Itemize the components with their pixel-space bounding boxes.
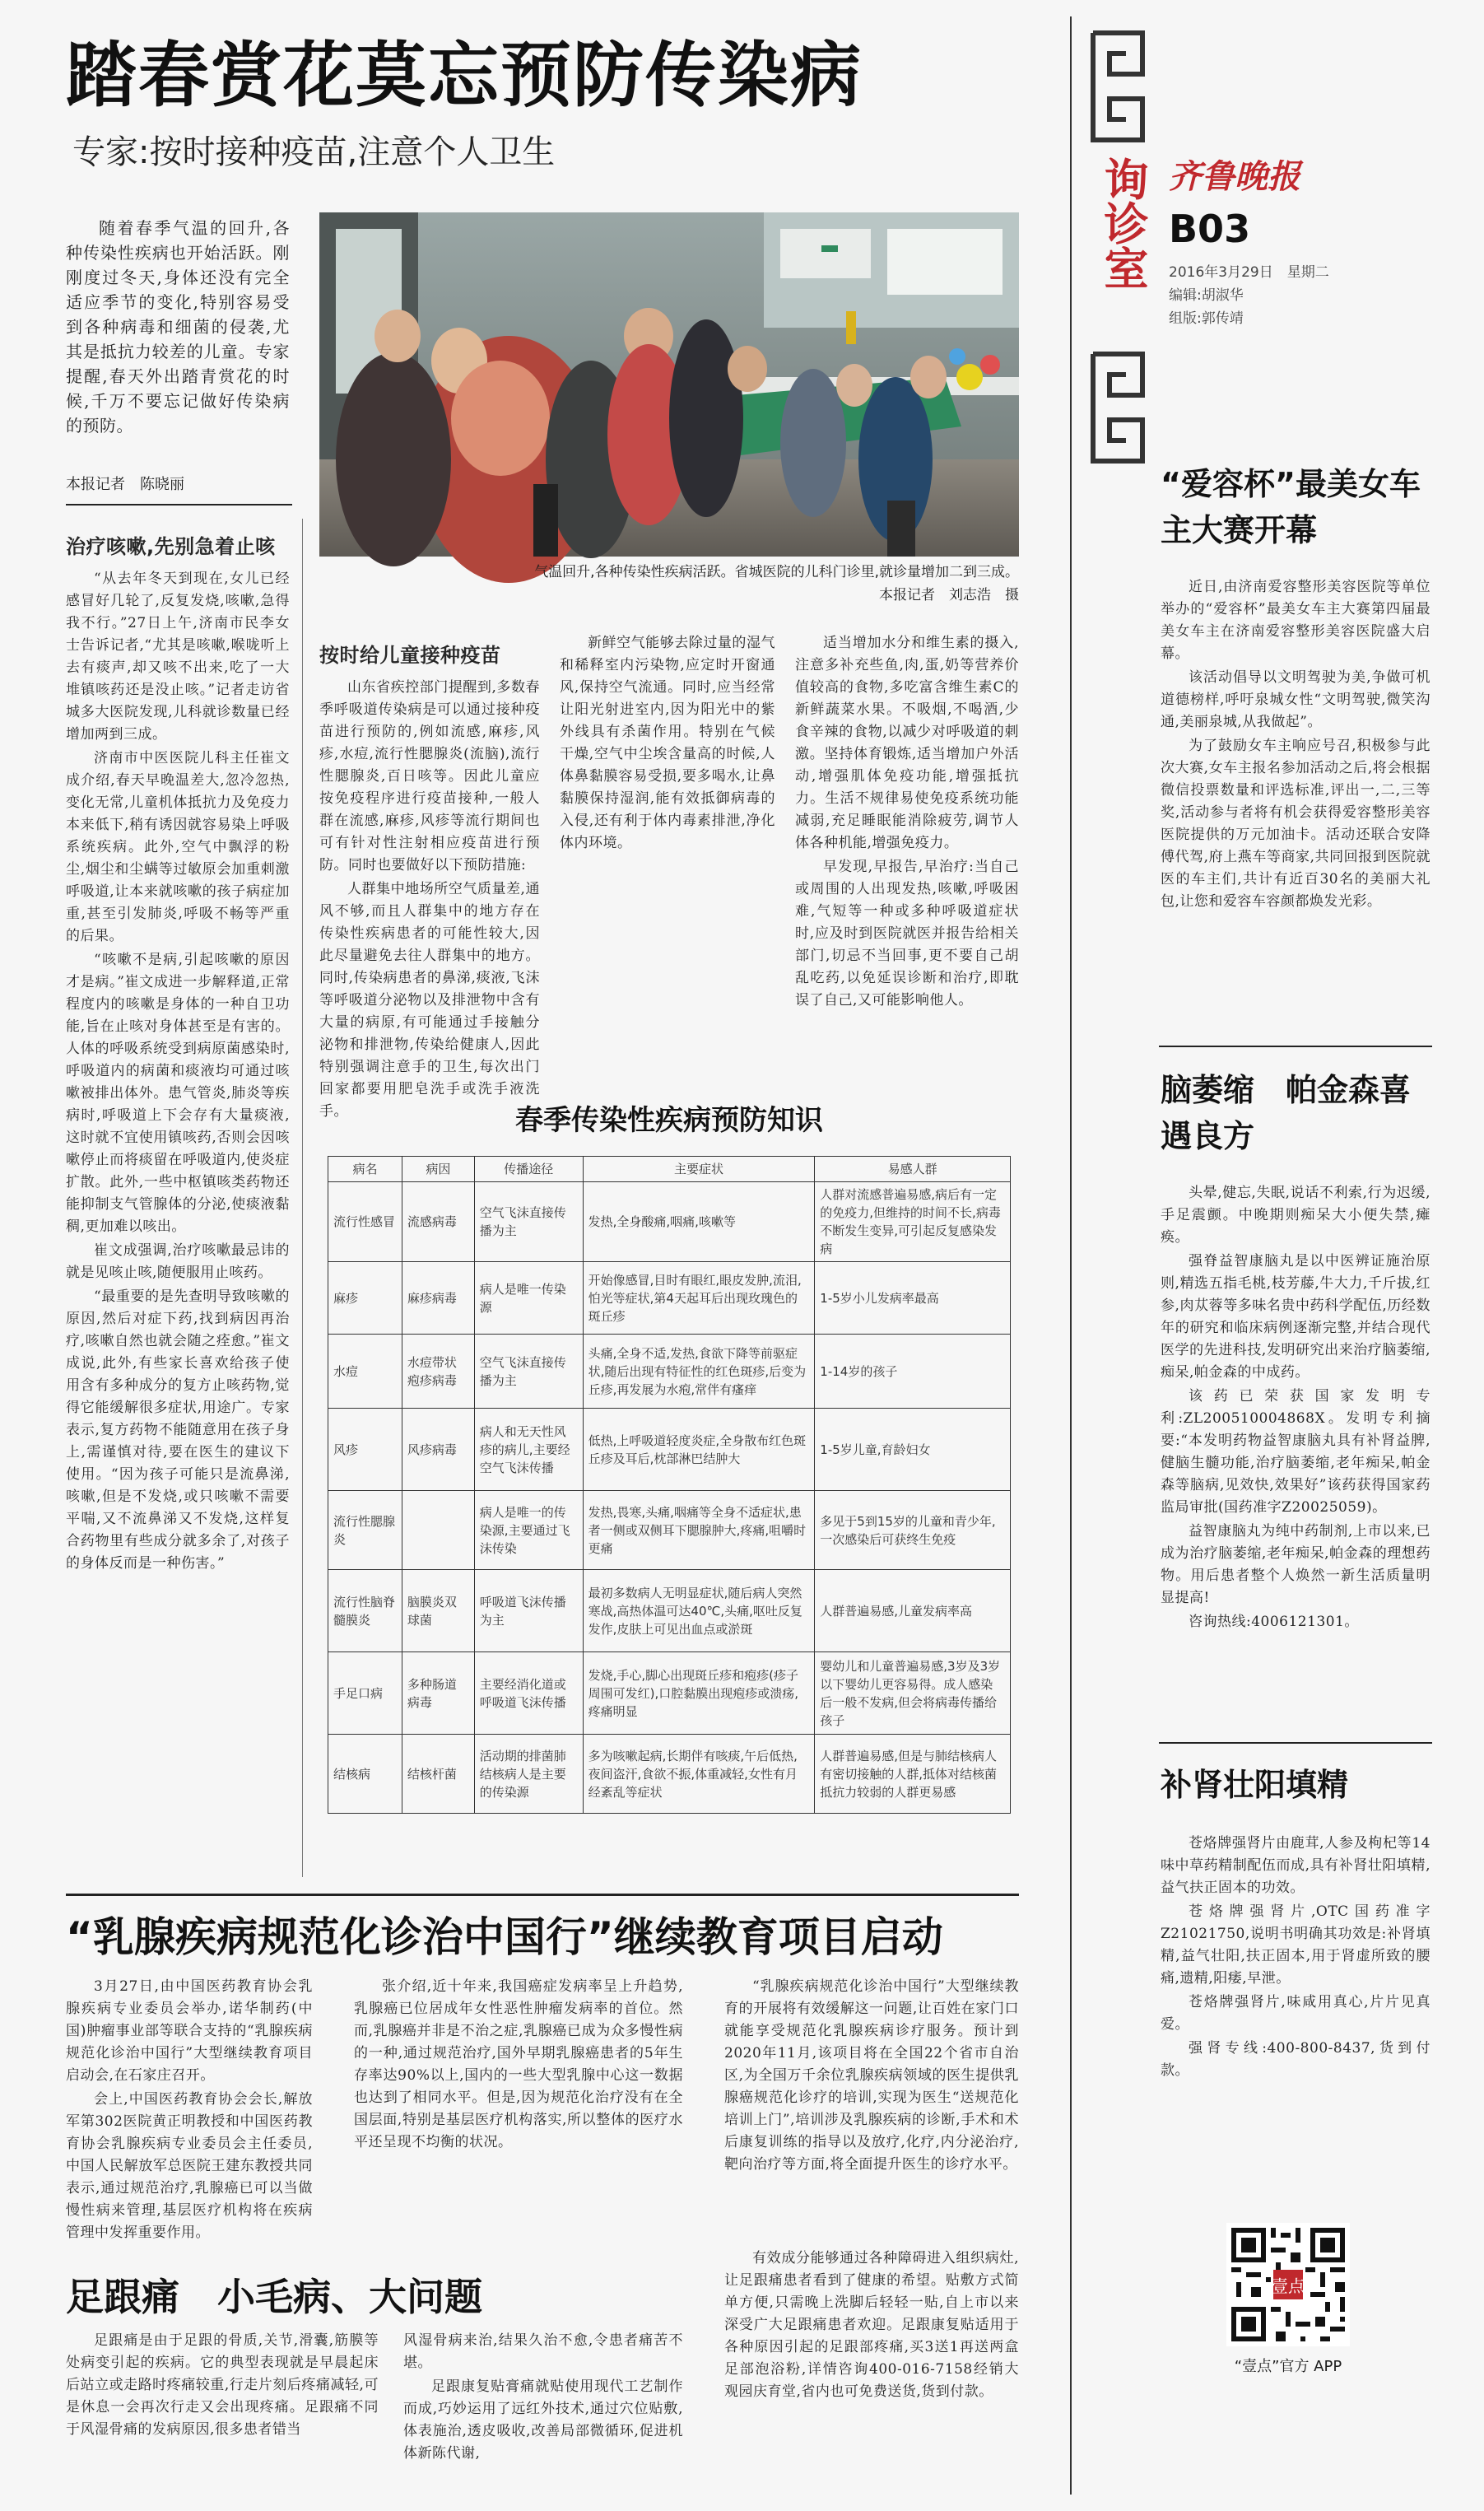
table-header-row — [328, 1157, 1011, 1182]
foot-p3: 足跟康复贴膏痛就贴使用现代工艺制作而成,巧妙运用了远红外技术,通过穴位贴敷,体表施治,透皮吸收,改善局部微循环,促进机体新陈代谢, — [403, 2378, 683, 2462]
side3-headline: 补肾壮阳填精 — [1161, 1767, 1349, 1803]
table-cell: 多为咳嗽起病,长期伴有咳痰,午后低热,夜间盗汗,食欲不振,体重减轻,女性有月经紊乱等症状 — [583, 1735, 815, 1814]
section1-p1: “从去年冬天到现在,女儿已经感冒好几轮了,反复发烧,咳嗽,急得我不行。”27日上午,济南市民李女士告诉记者,“尤其是咳嗽,喉咙听上去有痰声,却又咳不出来,吃了一大堆镇咳药还是没止咳。”记者走访省城多大医院发现,儿科就诊数量已经增加两到三成。 — [66, 571, 290, 743]
table-header: 病名 — [328, 1157, 402, 1182]
side1-p1: 近日,由济南爱容整形美容医院等单位举办的“爱容杯”最美女车主大赛第四届最美女车主在济南爱容整形美容医院盛大启幕。 — [1161, 579, 1431, 662]
table-cell: 空气飞沫直接传播为主 — [474, 1335, 583, 1409]
side2-p5: 咨询热线:4006121301。 — [1189, 1614, 1359, 1630]
section1-heading: 治疗咳嗽,先别急着止咳 — [66, 535, 276, 558]
editor-credit: 编辑:胡淑华 — [1169, 287, 1244, 304]
qr-center-logo: 壹点 — [1271, 2276, 1305, 2296]
table-cell: 多见于5到15岁的儿童和青少年,一次感染后可获终生免疫 — [815, 1491, 1011, 1570]
table-cell: 结核病 — [328, 1735, 402, 1814]
main-subheadline: 专家:按时接种疫苗,注意个人卫生 — [72, 133, 556, 171]
side2-p2: 强脊益智康脑丸是以中医辨证施治原则,精选五指毛桃,枝芳藤,牛大力,千斤拔,红参,肉苁蓉等多味名贵中药科学配伍,历经数年的研究和临床病例逐渐完整,并结合现代医学的先进科技,发明研究出来治疗脑萎缩,痴呆,帕金森的中成药。 — [1161, 1253, 1431, 1381]
table-cell: 发热,全身酸痛,咽痛,咳嗽等 — [583, 1182, 815, 1262]
side3-p1: 苍烙牌强肾片由鹿茸,人参及枸杞等14味中草药精制配伍而成,具有补肾壮阳填精,益气扶正固本的功效。 — [1161, 1835, 1431, 1896]
table-cell: 流行性脑脊髓膜炎 — [328, 1570, 402, 1652]
table-cell: 风疹 — [328, 1409, 402, 1491]
table-cell: 婴幼儿和儿童普遍易感,3岁及3岁以下婴幼儿更容易得。成人感染后一般不发病,但会将病毒传播给孩子 — [815, 1652, 1011, 1735]
side1-body — [1161, 576, 1431, 1037]
lead-text: 随着春季气温的回升,各种传染性疾病也开始活跃。刚刚度过冬天,身体还没有完全适应季节的变化,特别容易受到各种病毒和细菌的侵袭,尤其是抵抗力较差的儿童。专家提醒,春天外出踏青赏花的时候,千万不要忘记做好传染病的预防。 — [66, 218, 290, 436]
table-cell: 水痘带状疱疹病毒 — [402, 1335, 474, 1409]
table-cell: 流行性腮腺炎 — [328, 1491, 402, 1570]
section2-p1: 山东省疾控部门提醒到,多数春季呼吸道传染病是可以通过接种疫苗进行预防的,例如流感,麻疹,风疹,水痘,流行性腮腺炎(流脑),流行性腮腺炎,百日咳等。因此儿童应按免疫程序进行疫苗接种,一般人群在流感,麻疹,风疹等流行期间也可有针对性注射相应疫苗进行预防。同时也要做好以下预防措施: — [319, 679, 540, 873]
qr-code-pattern — [1226, 2223, 1350, 2346]
table-cell: 发热,畏寒,头痛,咽痛等全身不适症状,患者一侧或双侧耳下腮腺肿大,疼痛,咀嚼时更痛 — [583, 1491, 815, 1570]
table-cell: 呼吸道飞沫传播为主 — [474, 1570, 583, 1652]
page-number: B03 — [1169, 207, 1251, 251]
table-cell: 人群普遍易感,但是与肺结核病人有密切接触的人群,抵体对结核菌抵抗力较弱的人群更易感 — [815, 1735, 1011, 1814]
table-row — [328, 1262, 1011, 1335]
foot-col-3 — [724, 2248, 1019, 2503]
table-header: 主要症状 — [583, 1157, 815, 1182]
section2-p5: 早发现,早报告,早治疗:当自己或周围的人出现发热,咳嗽,呼吸困难,气短等一种或多种呼吸道症状时,应及时到医院就医并报告给相关部门,切忌不当回事,更不要自己胡乱吃药,以免延误诊断和治疗,即耽误了自己,又可能影响他人。 — [795, 859, 1019, 1009]
article-col-1 — [66, 524, 290, 1882]
lead-divider — [66, 504, 292, 505]
breast-p4: “乳腺疾病规范化诊治中国行”大型继续教育的开展将有效缓解这一问题,让百姓在家门口就能享受规范化乳腺疾病诊疗服务。预计到2020年11月,该项目将在全国22个省市自治区,为全国万千余位乳腺疾病领域的医生提供乳腺癌规范化诊疗的培训,实现为医生“送规范化培训上门”,培训涉及乳腺疾病的诊断,手术和术后康复训练的指导以及放疗,化疗,内分泌治疗,靶向治疗等方面,将全面提升医生的诊疗水平。 — [724, 1978, 1019, 2173]
table-row — [328, 1335, 1011, 1409]
foot-col-1 — [66, 2330, 379, 2503]
issue-date: 2016年3月29日 星期二 — [1169, 264, 1329, 281]
right-rail-divider — [1070, 16, 1072, 2495]
main-headline: 踏春赏花莫忘预防传染病 — [66, 35, 863, 117]
article-col-2 — [319, 632, 540, 1120]
breast-col-3 — [724, 1976, 1019, 2272]
table-row — [328, 1182, 1011, 1262]
table-cell: 1-5岁小儿发病率最高 — [815, 1262, 1011, 1335]
table-cell: 流感病毒 — [402, 1182, 474, 1262]
table-cell: 最初多数病人无明显症状,随后病人突然寒战,高热体温可达40℃,头痛,呕吐反复发作,皮肤上可见出血点或淤斑 — [583, 1570, 815, 1652]
qr-caption: “壹点”官方 APP — [1234, 2358, 1342, 2375]
side3-body — [1161, 1833, 1431, 2162]
paper-logo: 齐鲁晚报 — [1169, 157, 1300, 196]
table-cell: 人群普遍易感,儿童发病率高 — [815, 1570, 1011, 1652]
photo-credit: 本报记者 刘志浩 摄 — [879, 587, 1019, 603]
table-cell: 麻疹病毒 — [402, 1262, 474, 1335]
table-cell: 流行性感冒 — [328, 1182, 402, 1262]
qr-code[interactable] — [1226, 2223, 1350, 2346]
clinic-photo-illustration — [319, 212, 1019, 557]
section1-p2: 济南市中医医院儿科主任崔文成介绍,春天早晚温差大,忽冷忽热,变化无常,儿童机体抵抗力及免疫力本来低下,稍有诱因就容易染上呼吸系统疾病。此外,空气中飘浮的粉尘,烟尘和尘螨等过敏原会加重刺激呼吸道,让本来就咳嗽的孩子病症加重,甚至引发肺炎,呼吸不畅等严重的后果。 — [66, 750, 290, 944]
section1-p4: 崔文成强调,治疗咳嗽最忌讳的就是见咳止咳,随便服用止咳药。 — [66, 1242, 290, 1281]
table-row — [328, 1652, 1011, 1735]
breast-top-rule — [66, 1894, 1019, 1896]
col1-divider — [302, 519, 303, 1877]
side1-headline: “爱容杯”最美女车主大赛开幕 — [1161, 466, 1421, 548]
fret-ornament-top — [1085, 25, 1151, 148]
foot-headline: 足跟痛 小毛病、大问题 — [66, 2275, 482, 2319]
clinic-photo — [319, 212, 1019, 557]
side1-rule — [1159, 1046, 1432, 1047]
photo-caption: 气温回升,各种传染性疾病活跃。省城医院的儿科门诊里,就诊量增加二到三成。 — [534, 564, 1019, 580]
breast-headline: “乳腺疾病规范化诊治中国行”继续教育项目启动 — [66, 1913, 943, 1961]
table-header: 传播途径 — [474, 1157, 583, 1182]
table-cell: 主要经消化道或呼吸道飞沫传播 — [474, 1652, 583, 1735]
section2-p4: 适当增加水分和维生素的摄入,注意多补充些鱼,肉,蛋,奶等营养价值较高的食物,多吃富含维生素C的新鲜蔬菜水果。不吸烟,不喝酒,少食辛辣的食物,以减少对呼吸道的刺激。坚持体育锻炼,适当增加户外活动,增强肌体免疫功能,增强抵抗力。生活不规律易使免疫系统功能减弱,充足睡眠能消除疲劳,调节人体各种机能,增强免疫力。 — [795, 635, 1019, 851]
side3-p4: 强肾专线:400-800-8437,货到付款。 — [1161, 2040, 1431, 2079]
table-row — [328, 1491, 1011, 1570]
table-cell: 多种肠道病毒 — [402, 1652, 474, 1735]
side2-headline: 脑萎缩 帕金森喜遇良方 — [1161, 1072, 1412, 1154]
table-cell: 1-14岁的孩子 — [815, 1335, 1011, 1409]
section2-p2: 人群集中地场所空气质量差,通风不够,而且人群集中的地方存在传染性疾病患者的可能性较大,因此尽量避免去往人群集中的地方。同时,传染病患者的鼻涕,痰液,飞沫等呼吸道分泌物以及排泄物中含有大量的病原,有可能通过手接触分泌物和排泄物,传染给健康人,因此特别强调注意手的卫生,每次出门回家都要用肥皂洗手或洗手液洗手。 — [319, 881, 540, 1120]
breast-p2: 会上,中国医药教育协会会长,解放军第302医院黄正明教授和中国医药教育协会乳腺疾病专业委员会主任委员,中国人民解放军总医院王建东教授共同表示,通过规范治疗,乳腺癌已可以当做慢性病来管理,基层医疗机构将在疾病管理中发挥重要作用。 — [66, 2091, 313, 2241]
breast-p3: 张介绍,近十年来,我国癌症发病率呈上升趋势,乳腺癌已位居成年女性恶性肿瘤发病率的首位。然而,乳腺癌并非是不治之症,乳腺癌已成为众多慢性病的一种,通过规范治疗,国外早期乳腺癌患者的5年生存率达90%以上,国内的一些大型乳腺中心这一数据也达到了相同水平。但是,因为规范化治疗没有在全国层面,特别是基层医疗机构落实,所以整体的医疗水平还呈现不均衡的状况。 — [354, 1978, 683, 2150]
table-cell: 空气飞沫直接传播为主 — [474, 1182, 583, 1262]
side2-body — [1161, 1182, 1431, 1693]
section2-heading: 按时给儿童接种疫苗 — [319, 644, 501, 667]
breast-col-2 — [354, 1976, 683, 2272]
article-col-4 — [795, 632, 1019, 1069]
table-cell: 病人是唯一传染源 — [474, 1262, 583, 1335]
side2-rule — [1159, 1742, 1432, 1744]
table-cell: 头痛,全身不适,发热,食欲下降等前驱症状,随后出现有特征性的红色斑疹,后变为丘疹,再发展为水疱,常伴有瘙痒 — [583, 1335, 815, 1409]
table-cell: 脑膜炎双球菌 — [402, 1570, 474, 1652]
table-row — [328, 1735, 1011, 1814]
knowledge-table-wrap — [328, 1156, 1011, 1814]
foot-col-2 — [403, 2330, 683, 2503]
table-cell: 活动期的排菌肺结核病人是主要的传染源 — [474, 1735, 583, 1814]
section1-p5: “最重要的是先查明导致咳嗽的原因,然后对症下药,找到病因再治疗,咳嗽自然也就会随之痊愈。”崔文成说,此外,有些家长喜欢给孩子使用含有多种成分的复方止咳药物,觉得它能缓解很多症状,用途广。专家表示,复方药物不能随意用在孩子身上,需谨慎对待,要在医生的建议下使用。“因为孩子可能只是流鼻涕,咳嗽,但是不发烧,或只咳嗽不需要平喘,又不流鼻涕又不发烧,这样复合药物里有些成分就多余了,对孩子的身体反而是一种伤害。” — [66, 1288, 290, 1572]
side2-p4: 益智康脑丸为纯中药制剂,上市以来,已成为治疗脑萎缩,老年痴呆,帕金森的理想药物。用后患者整个人焕然一新生活质量明显提高! — [1161, 1523, 1431, 1606]
table-title: 春季传染性疾病预防知识 — [515, 1104, 823, 1137]
fret-ornament-bottom — [1085, 346, 1151, 469]
side3-p3: 苍烙牌强肾片,味咸用真心,片片见真爱。 — [1161, 1994, 1431, 2033]
side2-p3: 该药已荣获国家发明专利:ZL200510004868X。发明专利摘要:“本发明药物益智康脑丸具有补肾益脾,健脑生髓功能,治疗脑萎缩,老年痴呆,帕金森等脑病,见效快,效果好”该药获得国家药监局审批(国药准字Z20025059)。 — [1161, 1388, 1431, 1516]
table-cell: 水痘 — [328, 1335, 402, 1409]
foot-p2: 风湿骨病来治,结果久治不愈,令患者痛苦不堪。 — [403, 2332, 683, 2371]
table-cell — [402, 1491, 474, 1570]
side2-p1: 头晕,健忘,失眠,说话不利索,行为迟缓,手足震颤。中晚期则痴呆大小便失禁,瘫痪。 — [1161, 1185, 1431, 1246]
side1-p3: 为了鼓励女车主响应号召,积极参与此次大赛,女车主报名参加活动之后,将会根据微信投票数量和评选标准,评出一,二,三等奖,活动参与者将有机会获得爱容整形美容医院提供的万元加油卡。活动还联合安降傅代驾,府上燕车等商家,共同回报到医院就医的车主们,共计有近百30名的美丽大礼包,让您和爱容车容颜都焕发光彩。 — [1161, 738, 1431, 910]
side3-p2: 苍烙牌强肾片,OTC国药准字Z21021750,说明书明确其功效是:补肾填精,益气壮阳,扶正固本,用于肾虚所致的腰痛,遗精,阳痿,早泄。 — [1161, 1903, 1431, 1987]
lead-byline: 本报记者 陈晓丽 — [66, 476, 184, 493]
table-cell: 发烧,手心,脚心出现斑丘疹和疱疹(疹子周围可发红),口腔黏膜出现疱疹或溃疡,疼痛明显 — [583, 1652, 815, 1735]
table-cell: 1-5岁儿童,育龄妇女 — [815, 1409, 1011, 1491]
section2-p3: 新鲜空气能够去除过量的湿气和稀释室内污染物,应定时开窗通风,保持空气流通。同时,应当经常让阳光射进室内,因为阳光中的紫外线具有杀菌作用。特别在气候干燥,空气中尘埃含量高的时候,人体鼻黏膜容易受损,要多喝水,让鼻黏膜保持湿润,能有效抵御病毒的入侵,还有利于体内毒素排泄,净化体内环境。 — [560, 635, 775, 851]
lead-paragraph — [66, 216, 290, 463]
knowledge-table — [328, 1156, 1011, 1814]
section-label-vertical: 询诊室 — [1097, 156, 1149, 290]
table-cell: 风疹病毒 — [402, 1409, 474, 1491]
side1-p2: 该活动倡导以文明驾驶为美,争做可机道德榜样,呼吁泉城女性“文明驾驶,微笑沟通,美丽泉城,从我做起”。 — [1161, 669, 1431, 730]
foot-p1: 足跟痛是由于足跟的骨质,关节,滑囊,筋膜等处病变引起的疾病。它的典型表现就是早晨起床后站立或走路时疼痛较重,行走片刻后疼痛减轻,可是休息一会再次行走又会出现疼痛。足跟痛不同于风湿骨痛的发病原因,很多患者错当 — [66, 2332, 379, 2438]
table-header: 易感人群 — [815, 1157, 1011, 1182]
table-cell: 开始像感冒,目时有眼红,眼皮发肿,流泪,怕光等症状,第4天起耳后出现玫瑰色的斑丘疹 — [583, 1262, 815, 1335]
table-cell: 结核杆菌 — [402, 1735, 474, 1814]
table-cell: 手足口病 — [328, 1652, 402, 1735]
table-header: 病因 — [402, 1157, 474, 1182]
table-cell: 病人是唯一的传染源,主要通过飞沫传染 — [474, 1491, 583, 1570]
designer-credit: 组版:郭传靖 — [1169, 310, 1244, 327]
table-row — [328, 1409, 1011, 1491]
table-cell: 病人和无天性风疹的病儿,主要经空气飞沫传播 — [474, 1409, 583, 1491]
article-col-3 — [560, 632, 775, 1069]
breast-p1: 3月27日,由中国医药教育协会乳腺疾病专业委员会举办,诺华制药(中国)肿瘤事业部等联合支持的“乳腺疾病规范化诊治中国行”大型继续教育项目启动会,在石家庄召开。 — [66, 1978, 313, 2084]
foot-p4: 有效成分能够通过各种障碍进入组织病灶,让足跟痛患者看到了健康的希望。贴敷方式简单方便,只需晚上洗脚后轻轻一贴,自上市以来深受广大足跟痛患者欢迎。足跟康复贴适用于各种原因引起的足跟部疼痛,买3送1再送两盒足部泡浴粉,详情咨询400-016-7158经销大观园庆育堂,省内也可免费送货,货到付款。 — [724, 2250, 1019, 2400]
table-row — [328, 1570, 1011, 1652]
section1-p3: “咳嗽不是病,引起咳嗽的原因才是病。”崔文成进一步解释道,正常程度内的咳嗽是身体的一种自卫功能,旨在止咳对身体甚至是有害的。人体的呼吸系统受到病原菌感染时,呼吸道内的病菌和痰液均可通过咳嗽被排出体外。患气管炎,肺炎等疾病时,呼吸道上下会存有大量痰液,这时就不宜使用镇咳药,否则会因咳嗽停止而将痰留在呼吸道内,使炎症扩散。此外,一些中枢镇咳类药物还能抑制支气管腺体的分泌,使痰液黏稠,更加难以咳出。 — [66, 952, 290, 1235]
table-cell: 人群对流感普遍易感,病后有一定的免疫力,但维持的时间不长,病毒不断发生变异,可引起反复感染发病 — [815, 1182, 1011, 1262]
breast-col-1 — [66, 1976, 313, 2272]
table-cell: 麻疹 — [328, 1262, 402, 1335]
table-cell: 低热,上呼吸道轻度炎症,全身散布红色斑丘疹及耳后,枕部淋巴结肿大 — [583, 1409, 815, 1491]
